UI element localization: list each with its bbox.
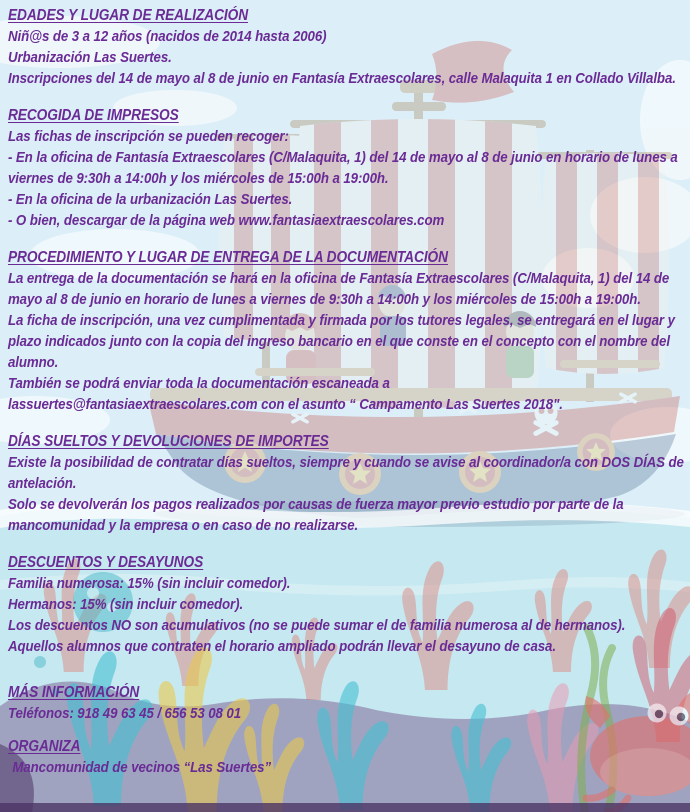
paragraph: Inscripciones del 14 de mayo al 8 de junio en Fantasía Extraescolares, calle Malaquita 1 en Collado Villalba.: [7, 70, 676, 87]
paragraph: Existe la posibilidad de contratar días sueltos, siempre y cuando se avise al coordinador/a con DOS DÍAS de antelación.: [7, 454, 684, 492]
paragraph: - O bien, descargar de la página web www.fantasiaextraescolares.com: [7, 212, 445, 229]
paragraph: Hermanos: 15% (sin incluir comedor).: [7, 596, 244, 613]
paragraph: Los descuentos NO son acumulativos (no se puede sumar el de familia numerosa al de hermanos).: [7, 617, 626, 634]
section-heading: MÁS INFORMACIÓN: [7, 684, 140, 701]
section-mas-informacion: [8, 682, 687, 724]
paragraph: La ficha de inscripción, una vez cumplimentada y firmada por los tutores legales, se entregará en el lugar y plazo indicados junto con la copia del ingreso bancario en el que conste en el concepto con el nombre del alumno.: [7, 312, 675, 371]
paragraph: Familia numerosa: 15% (sin incluir comedor).: [7, 575, 291, 592]
bottom-strip: [0, 803, 690, 812]
section-procedimiento-entrega: [8, 247, 687, 415]
section-heading: ORGANIZA: [7, 738, 81, 755]
section-heading: RECOGIDA DE IMPRESOS: [7, 107, 179, 124]
paragraph: Solo se devolverán los pagos realizados por causas de fuerza mayor previo estudio por parte de la mancomunidad y la empresa o en caso de no realizarse.: [7, 496, 624, 534]
paragraph: Urbanización Las Suertes.: [7, 49, 172, 66]
organizer-name: Mancomunidad de vecinos “Las Suertes”: [12, 759, 272, 776]
paragraph: lassuertes@fantasiaextraescolares.com con el asunto “ Campamento Las Suertes 2018".: [7, 396, 563, 413]
phone-numbers: Teléfonos: 918 49 63 45 / 656 53 08 01: [7, 705, 242, 722]
section-heading: DÍAS SUELTOS Y DEVOLUCIONES DE IMPORTES: [7, 433, 329, 450]
section-recogida-impresos: [8, 105, 687, 231]
paragraph: Niñ@s de 3 a 12 años (nacidos de 2014 hasta 2006): [7, 28, 327, 45]
paragraph: - En la oficina de la urbanización Las Suertes.: [7, 191, 293, 208]
section-heading: EDADES Y LUGAR DE REALIZACIÓN: [7, 7, 249, 24]
paragraph: Las fichas de inscripción se pueden recoger:: [7, 128, 289, 145]
section-edades-y-lugar: [8, 5, 687, 89]
paragraph: Aquellos alumnos que contraten el horario ampliado podrán llevar el desayuno de casa.: [7, 638, 556, 655]
section-descuentos-desayunos: [8, 552, 687, 657]
paragraph: La entrega de la documentación se hará en la oficina de Fantasía Extraescolares (C/Malaquita, 1) del 14 de mayo al 8 de junio en horario de lunes a viernes de 9:30h a 14:00h y los miércoles de 15:00h a 19:00h.: [7, 270, 670, 308]
section-organiza: [8, 736, 687, 778]
section-dias-sueltos: [8, 431, 687, 536]
paragraph: - En la oficina de Fantasía Extraescolares (C/Malaquita, 1) del 14 de mayo al 8 de junio en horario de lunes a viernes de 9:30h a 14:00h y los miércoles de 15:00h a 19:00h.: [7, 149, 678, 187]
section-heading: PROCEDIMIENTO Y LUGAR DE ENTREGA DE LA DOCUMENTACIÓN: [7, 249, 448, 266]
paragraph: También se podrá enviar toda la documentación escaneada a: [7, 375, 390, 392]
section-heading: DESCUENTOS Y DESAYUNOS: [7, 554, 204, 571]
